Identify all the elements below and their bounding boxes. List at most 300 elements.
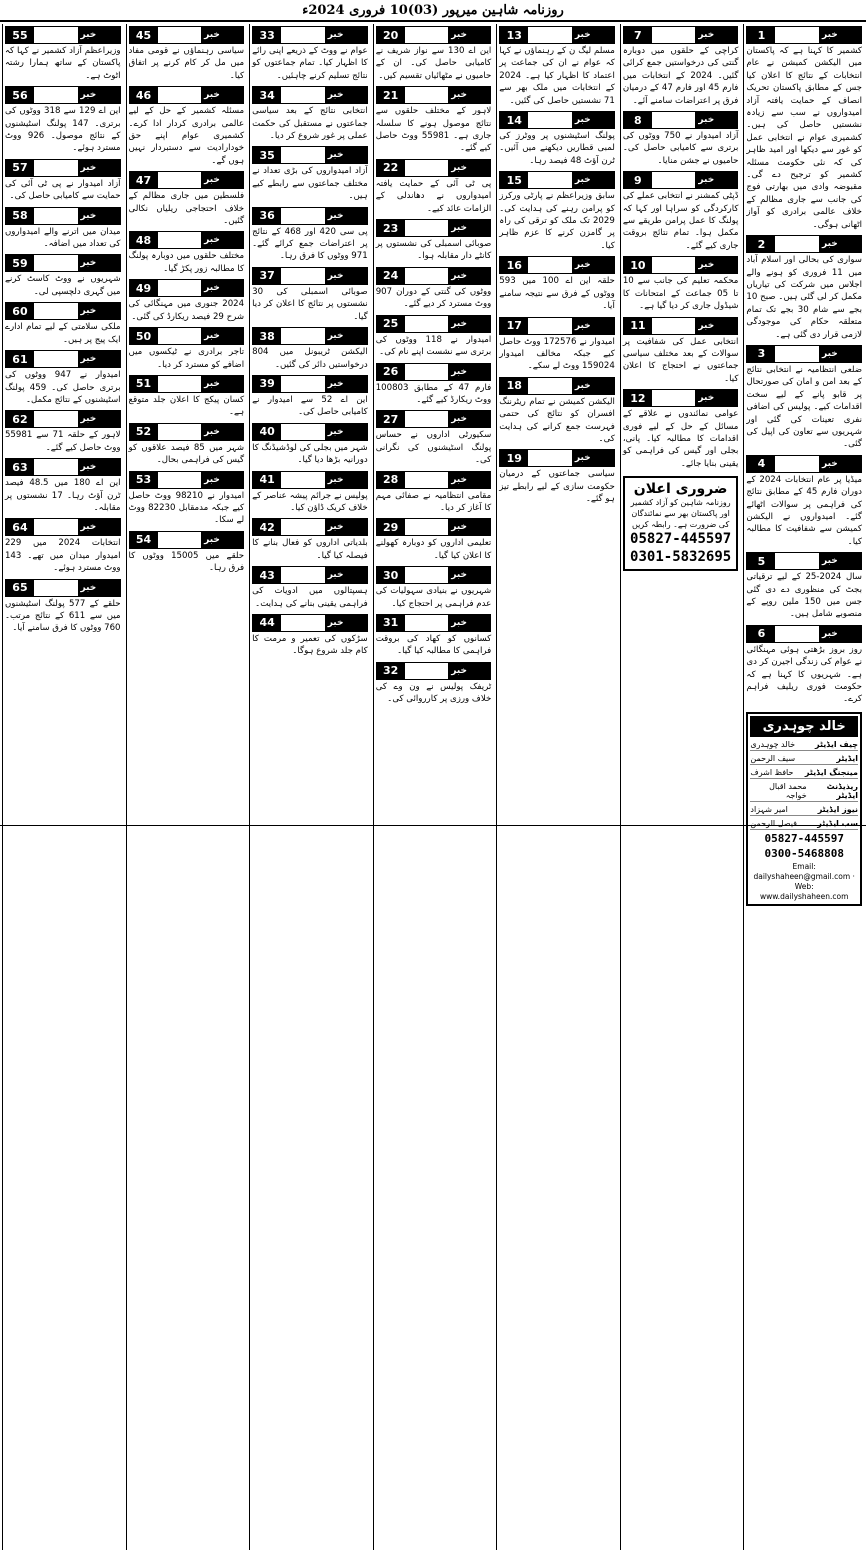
news-number: 52 bbox=[130, 424, 158, 440]
news-body: پولنگ اسٹیشنوں پر ووٹرز کی لمبی قطاریں دیکھنے میں آئیں۔ ٹرن آؤٹ 48 فیصد رہا۔ bbox=[499, 131, 615, 166]
news-item bbox=[129, 373, 245, 419]
news-body: پی سی 420 اور 468 کے نتائج پر اعتراضات جمع کرائے گئے۔ 971 ووٹوں کا فرق رہا۔ bbox=[252, 226, 368, 262]
news-number: 34 bbox=[253, 87, 281, 103]
notice-phone: 05827-445597 bbox=[630, 531, 732, 548]
news-number-tag bbox=[623, 389, 739, 407]
news-item bbox=[252, 373, 368, 419]
news-body: شہر میں بجلی کی لوڈشیڈنگ کا دورانیہ بڑھا دیا گیا۔ bbox=[252, 442, 368, 466]
news-label: خبر bbox=[325, 208, 367, 224]
news-label: خبر bbox=[695, 390, 737, 406]
news-label: خبر bbox=[448, 567, 490, 583]
news-number-tag bbox=[5, 458, 121, 476]
news-number-tag bbox=[746, 625, 862, 643]
news-item bbox=[376, 84, 492, 155]
news-item bbox=[5, 577, 121, 635]
news-item bbox=[129, 84, 245, 167]
news-number: 19 bbox=[500, 450, 528, 466]
news-body: کراچی کے حلقوں میں دوبارہ گنتی کی درخواستیں جمع کرائی گئیں۔ 2024 کے انتخابات میں فارم 45 اور فارم 47 کے درمیان فرق پر اعتراضات سامنے آئے۔ bbox=[622, 46, 739, 106]
news-number-tag bbox=[129, 231, 245, 249]
news-body: صوبائی اسمبلی کی 30 نشستوں پر نتائج کا اعلان کر دیا گیا۔ bbox=[252, 286, 368, 322]
news-number-tag bbox=[252, 375, 368, 393]
news-label: خبر bbox=[325, 519, 367, 535]
news-body: عوامی نمائندوں نے علاقے کے مسائل کے حل کے لیے فوری اقدامات کا مطالبہ کیا۔ پانی، بجلی اور گیس کی فراہمی کو یقینی بنایا جائے۔ bbox=[622, 409, 739, 469]
news-number: 60 bbox=[6, 303, 34, 319]
news-item bbox=[376, 516, 492, 562]
news-number-tag bbox=[252, 86, 368, 104]
news-body: لاہور کے حلقہ 71 سے 55981 ووٹ حاصل کیے گئے۔ bbox=[4, 430, 121, 453]
news-label: خبر bbox=[78, 519, 120, 535]
news-body: ٹریفک پولیس نے ون وے کی خلاف ورزی پر کارروائی کی۔ bbox=[375, 681, 492, 705]
news-number: 13 bbox=[500, 27, 528, 43]
news-number-tag bbox=[376, 614, 492, 632]
news-body: فلسطین میں جاری مظالم کے خلاف احتجاجی ریلیاں نکالی گئیں۔ bbox=[128, 191, 245, 227]
news-column bbox=[249, 24, 370, 1550]
news-column bbox=[743, 24, 864, 1550]
news-number: 58 bbox=[6, 208, 34, 224]
news-number: 17 bbox=[500, 318, 528, 334]
news-item bbox=[5, 408, 121, 454]
news-number-tag bbox=[376, 471, 492, 489]
news-body: سابق وزیراعظم نے پارٹی ورکرز کو پرامن رہنے کی ہدایت کی۔ 2029 تک ملک کو ترقی کی راہ پر گامزن کرنے کا عزم ظاہر کیا۔ bbox=[499, 191, 615, 251]
news-label: خبر bbox=[819, 27, 861, 43]
news-number: 4 bbox=[747, 456, 775, 472]
news-number-tag bbox=[129, 423, 245, 441]
news-body: تاجر برادری نے ٹیکسوں میں اضافے کو مسترد کر دیا۔ bbox=[128, 347, 245, 370]
news-item bbox=[623, 169, 739, 252]
news-number-tag bbox=[623, 26, 739, 44]
news-item bbox=[746, 343, 862, 451]
news-number: 53 bbox=[130, 472, 158, 488]
news-label: خبر bbox=[201, 280, 243, 296]
news-column bbox=[496, 24, 617, 1550]
news-number: 29 bbox=[377, 519, 405, 535]
staff-name: محمد اقبال خواجہ bbox=[769, 781, 807, 800]
news-item bbox=[376, 217, 492, 263]
news-number: 48 bbox=[130, 232, 158, 248]
news-number: 5 bbox=[747, 553, 775, 569]
news-body: ملکی سلامتی کے لیے تمام ادارے ایک پیج پر ہیں۔ bbox=[4, 322, 121, 345]
news-body: کشمیر کا کہنا ہے کہ پاکستان میں الیکشن کمیشن نے عام انتخابات کے نتائج کا اعلان کیا جس کے مطابق پاکستان تحریک انصاف کے حمایت یافتہ آزاد امیدواروں نے سب سے زیادہ نشستیں حاصل کی ہیں۔ کشمیری عوام نے انتخابی عمل کو غور سے دیکھا اور امید ظاہر کی کہ نئی حکومت مسئلہ کشمیر کو ترجیح دے گی۔ مقبوضہ وادی میں بھارتی فوج کی جانب سے جاری مظالم کے خلاف عالمی برادری کو آواز اٹھانی ہوگی۔ bbox=[746, 46, 862, 230]
news-label: خبر bbox=[819, 346, 861, 362]
news-label: خبر bbox=[325, 615, 367, 631]
news-number: 7 bbox=[624, 27, 652, 43]
news-body: مسئلہ کشمیر کے حل کے لیے عالمی برادری کردار ادا کرے۔ کشمیری عوام اپنے حق خودارادیت سے دستبردار نہیں ہوں گے۔ bbox=[128, 106, 245, 166]
news-label: خبر bbox=[78, 459, 120, 475]
news-columns bbox=[2, 24, 864, 1550]
news-number-tag bbox=[129, 279, 245, 297]
news-number-tag bbox=[376, 315, 492, 333]
news-item bbox=[252, 612, 368, 658]
news-number: 63 bbox=[6, 459, 34, 475]
news-body: انتخابات 2024 میں 229 امیدوار میدان میں تھے۔ 143 ووٹ مسترد ہوئے۔ bbox=[4, 538, 121, 574]
news-label: خبر bbox=[325, 424, 367, 440]
news-label: خبر bbox=[201, 472, 243, 488]
news-number-tag bbox=[252, 471, 368, 489]
news-label: خبر bbox=[325, 268, 367, 284]
news-number-tag bbox=[5, 410, 121, 428]
news-number: 62 bbox=[6, 411, 34, 427]
news-number-tag bbox=[5, 518, 121, 536]
news-body: پولیس نے جرائم پیشہ عناصر کے خلاف کریک ڈاؤن کیا۔ bbox=[252, 490, 368, 513]
staff-role: ایڈیٹر bbox=[836, 753, 858, 763]
news-item bbox=[746, 550, 862, 621]
news-number: 21 bbox=[377, 87, 405, 103]
news-body: آزاد امیدوار نے پی ٹی آئی کی حمایت سے کامیابی حاصل کی۔ bbox=[4, 178, 121, 202]
news-number: 18 bbox=[500, 378, 528, 394]
news-item bbox=[746, 24, 862, 231]
news-label: خبر bbox=[819, 236, 861, 252]
chief-editor-name: خالد چوہدری bbox=[750, 716, 858, 737]
news-item bbox=[252, 84, 368, 142]
news-body: امیدوار نے 947 ووٹوں کی برتری حاصل کی۔ 459 پولنگ اسٹیشنوں کے نتائج مکمل۔ bbox=[4, 370, 121, 405]
news-item bbox=[5, 24, 121, 82]
news-label: خبر bbox=[78, 580, 120, 596]
news-number-tag bbox=[129, 26, 245, 44]
news-number-tag bbox=[746, 26, 862, 44]
news-label: خبر bbox=[78, 27, 120, 43]
news-number: 10 bbox=[624, 257, 652, 273]
news-label: خبر bbox=[325, 27, 367, 43]
news-number-tag bbox=[252, 614, 368, 632]
news-item bbox=[623, 387, 739, 470]
news-label: خبر bbox=[78, 411, 120, 427]
news-label: خبر bbox=[448, 663, 490, 679]
news-item bbox=[623, 254, 739, 312]
news-body: امیدوار نے 98210 ووٹ حاصل کیے جبکہ مدمقابل 82230 ووٹ لے سکا۔ bbox=[128, 490, 245, 526]
news-body: ووٹوں کی گنتی کے دوران 907 ووٹ مسترد کر دیے گئے۔ bbox=[375, 286, 492, 310]
news-body: مختلف حلقوں میں دوبارہ پولنگ کا مطالبہ زور پکڑ گیا۔ bbox=[128, 251, 245, 274]
contact-phone: 05827-445597 bbox=[764, 831, 844, 845]
news-label: خبر bbox=[448, 268, 490, 284]
news-body: امیدوار نے 118 ووٹوں کی برتری سے نشست اپنے نام کی۔ bbox=[375, 334, 492, 358]
news-number-tag bbox=[129, 171, 245, 189]
news-number: 40 bbox=[253, 424, 281, 440]
news-label: خبر bbox=[325, 472, 367, 488]
news-number-tag bbox=[376, 410, 492, 428]
news-number: 8 bbox=[624, 112, 652, 128]
news-number-tag bbox=[376, 662, 492, 680]
news-number: 30 bbox=[377, 567, 405, 583]
news-number-tag bbox=[252, 207, 368, 225]
masthead-date-line bbox=[0, 0, 866, 22]
news-number-tag bbox=[129, 531, 245, 549]
news-body: این اے 130 سے نواز شریف نے کامیابی حاصل کی۔ ان کے حامیوں نے مٹھائیاں تقسیم کیں۔ bbox=[375, 46, 492, 81]
news-label: خبر bbox=[695, 27, 737, 43]
news-label: خبر bbox=[78, 303, 120, 319]
news-body: 2024 جنوری میں مہنگائی کی شرح 29 فیصد ریکارڈ کی گئی۔ bbox=[128, 299, 245, 322]
news-item bbox=[499, 24, 615, 107]
news-label: خبر bbox=[201, 424, 243, 440]
news-item bbox=[376, 564, 492, 610]
news-item bbox=[376, 265, 492, 311]
news-label: خبر bbox=[448, 27, 490, 43]
news-number-tag bbox=[376, 86, 492, 104]
news-item bbox=[252, 516, 368, 562]
news-number-tag bbox=[499, 26, 615, 44]
news-number: 45 bbox=[130, 27, 158, 43]
news-body: سکیورٹی اداروں نے حساس پولنگ اسٹیشنوں کی نگرانی کی۔ bbox=[375, 430, 492, 466]
news-label: خبر bbox=[695, 257, 737, 273]
news-label: خبر bbox=[201, 532, 243, 548]
news-item bbox=[623, 109, 739, 167]
news-body: میڈیا پر عام انتخابات 2024 کے دوران فارم 45 کے مطابق نتائج کی فراہمی پر سوالات اٹھائے گئے۔ امیدواروں نے الیکشن کمیشن سے شفافیت کا مطالبہ کیا۔ bbox=[746, 474, 863, 547]
news-label: خبر bbox=[572, 112, 614, 128]
news-item bbox=[376, 24, 492, 82]
news-number: 38 bbox=[253, 328, 281, 344]
news-body: سڑکوں کی تعمیر و مرمت کا کام جلد شروع ہوگا۔ bbox=[252, 633, 368, 657]
news-label: خبر bbox=[572, 378, 614, 394]
staff-role: مینجنگ ایڈیٹر bbox=[804, 767, 858, 777]
news-number-tag bbox=[376, 566, 492, 584]
news-number-tag bbox=[623, 256, 739, 274]
news-label: خبر bbox=[572, 450, 614, 466]
news-number: 64 bbox=[6, 519, 34, 535]
news-item bbox=[129, 421, 245, 467]
news-item bbox=[5, 84, 121, 155]
news-label: خبر bbox=[78, 208, 120, 224]
news-label: خبر bbox=[819, 456, 861, 472]
news-number-tag bbox=[129, 327, 245, 345]
news-number: 56 bbox=[6, 87, 34, 103]
news-body: پی ٹی آئی کے حمایت یافتہ امیدواروں نے دھاندلی کے الزامات عائد کیے۔ bbox=[375, 178, 492, 214]
news-item bbox=[129, 169, 245, 227]
news-number: 27 bbox=[377, 411, 405, 427]
news-label: خبر bbox=[201, 172, 243, 188]
news-label: خبر bbox=[695, 112, 737, 128]
news-body: صوبائی اسمبلی کی نشستوں پر کانٹے دار مقابلہ ہوا۔ bbox=[375, 239, 492, 262]
news-body: لاہور کے مختلف حلقوں سے نتائج موصول ہونے کا سلسلہ جاری ہے۔ 55981 ووٹ حاصل کیے گئے۔ bbox=[375, 106, 492, 154]
news-label: خبر bbox=[325, 376, 367, 392]
news-body: تعلیمی اداروں کو دوبارہ کھولنے کا اعلان کیا گیا۔ bbox=[375, 538, 492, 561]
news-number-tag bbox=[5, 302, 121, 320]
news-number: 44 bbox=[253, 615, 281, 631]
news-body: الیکشن ٹریبونل میں 804 درخواستیں دائر کی گئیں۔ bbox=[252, 347, 368, 370]
news-item bbox=[129, 469, 245, 527]
news-label: خبر bbox=[325, 567, 367, 583]
staff-name: سیف الرحمن bbox=[750, 753, 796, 763]
news-item bbox=[376, 660, 492, 706]
staff-name: حافظ اشرف bbox=[750, 767, 794, 777]
news-item bbox=[5, 456, 121, 514]
news-label: خبر bbox=[448, 472, 490, 488]
news-body: روز بروز بڑھتی ہوئی مہنگائی نے عوام کی زندگی اجیرن کر دی ہے۔ شہریوں کا کہنا ہے کہ حکومت فوری ریلیف فراہم کرے۔ bbox=[746, 644, 862, 705]
news-item bbox=[252, 144, 368, 202]
news-number-tag bbox=[252, 26, 368, 44]
news-column bbox=[373, 24, 494, 1550]
news-body: این اے 129 سے 318 ووٹوں کی برتری۔ 147 پولنگ اسٹیشنوں کے نتائج موصول۔ 926 ووٹ مسترد ہوئے۔ bbox=[4, 106, 121, 154]
news-body: آزاد امیدواروں کی بڑی تعداد نے مختلف جماعتوں سے رابطے کیے ہیں۔ bbox=[252, 166, 368, 202]
news-number: 16 bbox=[500, 257, 528, 273]
news-number-tag bbox=[252, 146, 368, 164]
news-body: این اے 180 میں 48.5 فیصد ٹرن آؤٹ رہا۔ 17 نشستوں پر مقابلہ۔ bbox=[4, 478, 121, 513]
news-number: 28 bbox=[377, 472, 405, 488]
news-item bbox=[376, 157, 492, 215]
news-item bbox=[252, 205, 368, 263]
news-item bbox=[129, 24, 245, 82]
news-item bbox=[129, 325, 245, 371]
news-item bbox=[746, 233, 862, 341]
news-number: 65 bbox=[6, 580, 34, 596]
news-body: محکمہ تعلیم کی جانب سے 10 تا 05 جماعت کے امتحانات کا شیڈول جاری کر دیا گیا ہے۔ bbox=[622, 276, 739, 312]
news-item bbox=[746, 453, 862, 548]
news-body: کسانوں کو کھاد کی بروقت فراہمی کا مطالبہ کیا گیا۔ bbox=[375, 633, 492, 657]
notice-description: روزنامہ شاہین کو آزاد کشمیر اور پاکستان بھر سے نمائندگان کی ضرورت ہے۔ رابطہ کریں bbox=[630, 498, 731, 530]
notice-box bbox=[623, 476, 739, 571]
staff-role: سب ایڈیٹر bbox=[817, 818, 858, 828]
news-label: خبر bbox=[78, 255, 120, 271]
news-label: خبر bbox=[201, 87, 243, 103]
news-number-tag bbox=[746, 345, 862, 363]
news-item bbox=[129, 529, 245, 575]
news-number: 50 bbox=[130, 328, 158, 344]
news-item bbox=[499, 169, 615, 252]
news-number-tag bbox=[746, 455, 862, 473]
news-label: خبر bbox=[325, 147, 367, 163]
news-number-tag bbox=[252, 423, 368, 441]
news-number-tag bbox=[5, 350, 121, 368]
news-number-tag bbox=[499, 317, 615, 335]
news-label: خبر bbox=[201, 232, 243, 248]
news-label: خبر bbox=[201, 328, 243, 344]
news-number: 20 bbox=[377, 27, 405, 43]
news-body: مسلم لیگ ن کے رہنماؤں نے کہا کہ عوام نے ان کی جماعت پر اعتماد کا اظہار کیا ہے۔ 2024 کے انتخابات میں ملک بھر سے 71 نشستیں حاصل کی گئیں۔ bbox=[499, 46, 615, 106]
news-body: میدان میں اترنے والے امیدواروں کی تعداد میں اضافہ۔ bbox=[4, 226, 121, 250]
news-body: سواری کی بحالی اور اسلام آباد میں 11 فروری کو ہونے والے اجلاس میں شرکت کی تیاریاں مکمل کر لی گئی ہیں۔ صبح 10 بجے سے شام 30 بجے تک تمام متعلقہ حکام کی موجودگی لازمی قرار دی گئی ہے۔ bbox=[746, 255, 862, 340]
news-number: 23 bbox=[377, 220, 405, 236]
news-number: 36 bbox=[253, 208, 281, 224]
news-number: 55 bbox=[6, 27, 34, 43]
news-item bbox=[252, 325, 368, 371]
news-label: خبر bbox=[572, 172, 614, 188]
news-number-tag bbox=[129, 86, 245, 104]
news-number-tag bbox=[499, 171, 615, 189]
staff-name: فیصل الرحمن bbox=[750, 818, 797, 828]
news-item bbox=[376, 408, 492, 466]
news-item bbox=[499, 375, 615, 446]
news-number: 9 bbox=[624, 172, 652, 188]
news-number: 24 bbox=[377, 268, 405, 284]
news-number-tag bbox=[5, 86, 121, 104]
news-label: خبر bbox=[572, 318, 614, 334]
news-body: آزاد امیدوار نے 750 ووٹوں کی برتری سے کامیابی حاصل کی۔ حامیوں نے جشن منایا۔ bbox=[622, 131, 739, 166]
news-body: فارم 47 کے مطابق 100803 ووٹ ریکارڈ کیے گئے۔ bbox=[375, 382, 492, 405]
news-number-tag bbox=[252, 566, 368, 584]
news-item bbox=[376, 313, 492, 359]
news-number-tag bbox=[499, 111, 615, 129]
news-body: ضلعی انتظامیہ نے انتخابی نتائج کے بعد امن و امان کی صورتحال پر قابو پانے کے لیے سخت اقدامات کیے۔ پولیس کی اضافی نفری تعینات کی گئی اور شہریوں سے تعاون کی اپیل کی گئی۔ bbox=[746, 364, 862, 450]
news-number: 41 bbox=[253, 472, 281, 488]
news-number: 2 bbox=[747, 236, 775, 252]
news-item bbox=[623, 315, 739, 386]
news-label: خبر bbox=[448, 220, 490, 236]
news-number-tag bbox=[376, 518, 492, 536]
news-number: 51 bbox=[130, 376, 158, 392]
news-number: 32 bbox=[377, 663, 405, 679]
news-body: شہر میں 85 فیصد علاقوں کو گیس کی فراہمی بحال۔ bbox=[128, 442, 245, 466]
news-label: خبر bbox=[572, 257, 614, 273]
news-body: کسان پیکج کا اعلان جلد متوقع ہے۔ bbox=[128, 394, 245, 418]
news-number: 35 bbox=[253, 147, 281, 163]
news-label: خبر bbox=[325, 328, 367, 344]
notice-phone: 0301-5832695 bbox=[630, 549, 732, 566]
news-item bbox=[623, 24, 739, 107]
news-label: خبر bbox=[78, 87, 120, 103]
news-item bbox=[499, 109, 615, 167]
news-number: 61 bbox=[6, 351, 34, 367]
news-item bbox=[376, 361, 492, 407]
news-number: 46 bbox=[130, 87, 158, 103]
news-body: انتخابی نتائج کے بعد سیاسی جماعتوں نے مستقبل کی حکمت عملی پر غور شروع کر دیا۔ bbox=[252, 106, 368, 142]
news-number-tag bbox=[5, 207, 121, 225]
news-body: الیکشن کمیشن نے تمام ریٹرننگ افسران کو نتائج کی حتمی فہرست جمع کرانے کی ہدایت کی۔ bbox=[499, 396, 615, 444]
notice-title: ضروری اعلان bbox=[633, 481, 728, 498]
news-number: 47 bbox=[130, 172, 158, 188]
news-label: خبر bbox=[325, 87, 367, 103]
news-item bbox=[129, 229, 245, 275]
news-body: وزیراعظم آزاد کشمیر نے کہا کہ پاکستان کے ساتھ ہمارا رشتہ اٹوٹ ہے۔ bbox=[4, 46, 121, 81]
news-body: ہسپتالوں میں ادویات کی فراہمی یقینی بنانے کی ہدایت۔ bbox=[252, 586, 368, 609]
news-body: بلدیاتی اداروں کو فعال بنانے کا فیصلہ کیا گیا۔ bbox=[252, 538, 368, 561]
news-number: 49 bbox=[130, 280, 158, 296]
news-column bbox=[620, 24, 741, 1550]
news-number-tag bbox=[252, 327, 368, 345]
staff-box bbox=[746, 712, 862, 906]
news-number: 3 bbox=[747, 346, 775, 362]
staff-name: امیر شہزاد bbox=[750, 804, 788, 814]
news-body: حلقہ این اے 100 میں 593 ووٹوں کے فرق سے نتیجہ سامنے آیا۔ bbox=[499, 276, 615, 312]
news-item bbox=[5, 157, 121, 203]
news-label: خبر bbox=[819, 553, 861, 569]
news-body: امیدوار نے 172576 ووٹ حاصل کیے جبکہ مخالف امیدوار 159024 ووٹ لے سکے۔ bbox=[499, 336, 615, 372]
news-number-tag bbox=[623, 171, 739, 189]
news-item bbox=[252, 24, 368, 82]
staff-row bbox=[750, 804, 858, 816]
news-label: خبر bbox=[201, 27, 243, 43]
news-item bbox=[376, 469, 492, 515]
news-number: 22 bbox=[377, 160, 405, 176]
news-body: انتخابی عمل کی شفافیت پر سوالات کے بعد مختلف سیاسی جماعتوں نے احتجاج کا اعلان کیا۔ bbox=[622, 336, 739, 384]
news-number-tag bbox=[129, 375, 245, 393]
news-item bbox=[252, 564, 368, 610]
news-body: مقامی انتظامیہ نے صفائی مہم کا آغاز کر دیا۔ bbox=[375, 490, 492, 513]
news-number-tag bbox=[5, 254, 121, 272]
news-number: 57 bbox=[6, 160, 34, 176]
news-number: 31 bbox=[377, 615, 405, 631]
news-number: 59 bbox=[6, 255, 34, 271]
news-item bbox=[5, 300, 121, 346]
news-label: خبر bbox=[448, 519, 490, 535]
news-body: سیاسی جماعتوں کے درمیان حکومت سازی کے لیے رابطے تیز ہو گئے۔ bbox=[499, 469, 615, 505]
staff-role: نیوز ایڈیٹر bbox=[817, 804, 858, 814]
news-number-tag bbox=[376, 219, 492, 237]
news-item bbox=[499, 254, 615, 312]
news-column bbox=[2, 24, 123, 1550]
news-item bbox=[252, 469, 368, 515]
news-body: سال 2024-25 کے لیے ترقیاتی بجٹ کی منظوری دے دی گئی جس میں 150 ملین روپے کے منصوبے شامل ہیں۔ bbox=[746, 572, 863, 620]
news-number: 14 bbox=[500, 112, 528, 128]
staff-row bbox=[750, 753, 858, 765]
news-item bbox=[499, 447, 615, 505]
news-label: خبر bbox=[448, 160, 490, 176]
news-body: این اے 52 سے امیدوار نے کامیابی حاصل کی۔ bbox=[252, 394, 368, 418]
contact-phone: 0300-5468808 bbox=[764, 846, 844, 860]
news-body: شہریوں نے بنیادی سہولیات کی عدم فراہمی پر احتجاج کیا۔ bbox=[375, 586, 492, 609]
news-item bbox=[5, 348, 121, 406]
news-number: 33 bbox=[253, 27, 281, 43]
staff-name: خالد چوہدری bbox=[750, 739, 796, 749]
news-label: خبر bbox=[448, 87, 490, 103]
news-number: 43 bbox=[253, 567, 281, 583]
